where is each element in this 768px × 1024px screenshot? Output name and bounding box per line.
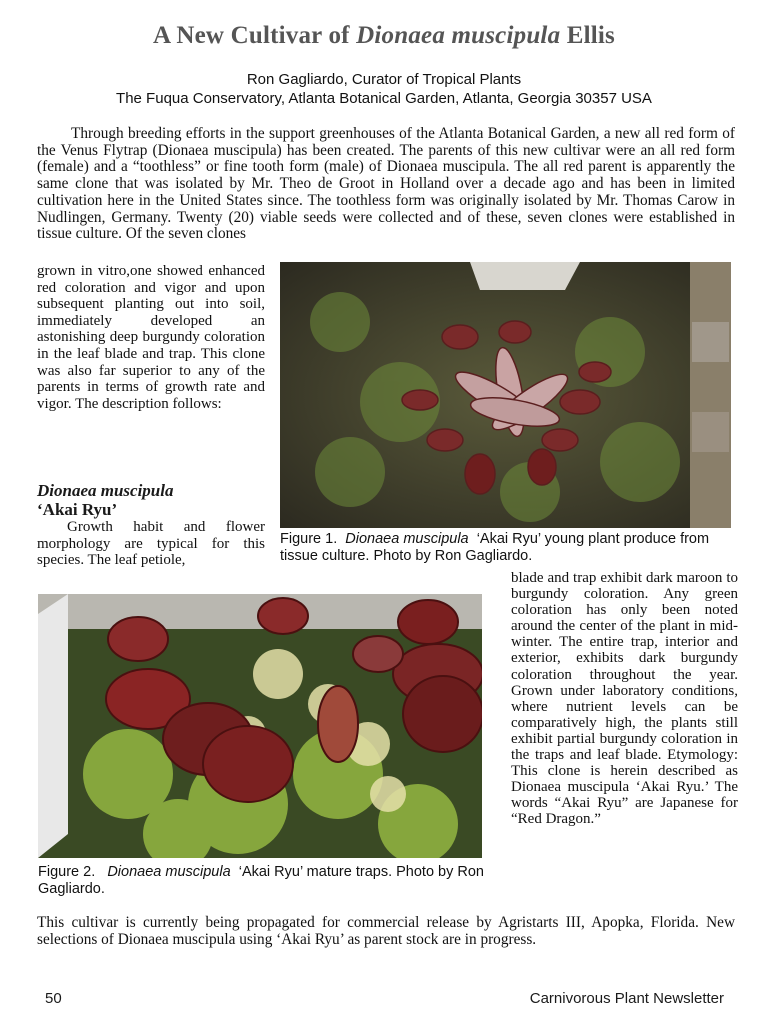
figure2-text: ‘Akai Ryu’ mature traps. Photo by Ron Gagliardo. [38,864,484,897]
article-title [0,22,768,50]
figure1-text: ‘Akai Ryu’ young plant produce from tissue culture. Photo by Ron Gagliardo. [280,531,710,564]
publication-name: Carnivorous Plant Newsletter [529,990,724,1007]
title-lead: A New Cultivar of [153,22,350,49]
figure2-caption [38,864,494,898]
venus-flytrap-young-plant-image [280,262,731,528]
intro-paragraph [37,126,735,243]
figure1-photo [280,262,731,528]
description-continued: blade and trap exhibit dark maroon to burgundy coloration. Any green coloration has only been noted around the center of the plant in mid-winter. The entire trap, interior and exterior, exhibits dark burgundy coloration throughout the year. Grown under laboratory conditions, where nutrient levels can be comparatively high, the plants still exhibit partial burgundy coloration in the traps and leaf blade. Etymology: This clone is herein described as Dionaea muscipula ‘Akai Ryu.’ The words “Akai Ryu” are Japanese for “Red Dragon.” [511,570,738,828]
subheading-species: Dionaea muscipula [37,481,174,500]
figure2-photo [38,594,482,858]
figure1-caption [280,531,732,565]
title-species: Dionaea muscipula [356,22,561,49]
subheading-cultivar: ‘Akai Ryu’ [37,500,118,519]
author-affiliation: The Fuqua Conservatory, Atlanta Botanical Garden, Atlanta, Georgia 30357 USA [116,90,652,107]
figure2-label: Figure 2. [38,864,96,880]
figure1-species: Dionaea muscipula [345,531,469,547]
title-tail: Ellis [566,22,615,49]
description-start-text: Growth habit and flower morphology are typical for this species. The leaf petiole, [37,519,265,569]
left-column-text: grown in vitro,one showed enhanced red coloration and vigor and upon subsequent planting out into soil, immediately developed an astonishing deep burgundy coloration in the leaf blade and trap. This clone was also far superior to any of the parents in terms of growth rate and vigor. The description follows: [37,263,265,412]
closing-paragraph: This cultivar is currently being propagated for commercial release by Agristarts III, Apopka, Florida. New selections of Dionaea muscipula using ‘Akai Ryu’ as parent stock are in progress. [37,914,735,948]
page-number: 50 [45,990,62,1007]
intro-text: Through breeding efforts in the support greenhouses of the Atlanta Botanical Garden, a new all red form of the Venus Flytrap (Dionaea muscipula) has been created. The parents of this new cultivar were an all red form (female) and a “toothless” or fine tooth form (male) of Dionaea muscipula. The all red parent is apparently the same clone that was isolated by Mr. Theo de Groot in Holland over a decade ago and has been in limited cultivation here in the United States since. The toothless form was originally isolated by Mr. Thomas Carow in Nudlingen, Germany. Twenty (20) viable seeds were collected and of these, seven clones were established in tissue culture. Of the seven clones [37,125,735,243]
figure2-species: Dionaea muscipula [107,864,231,880]
author-name: Ron Gagliardo, Curator of Tropical Plants [246,71,522,88]
venus-flytrap-mature-traps-image [38,594,482,858]
figure1-label: Figure 1. [280,531,338,547]
cultivar-subheading [37,481,265,519]
author-block [0,70,768,108]
description-start [37,519,265,569]
